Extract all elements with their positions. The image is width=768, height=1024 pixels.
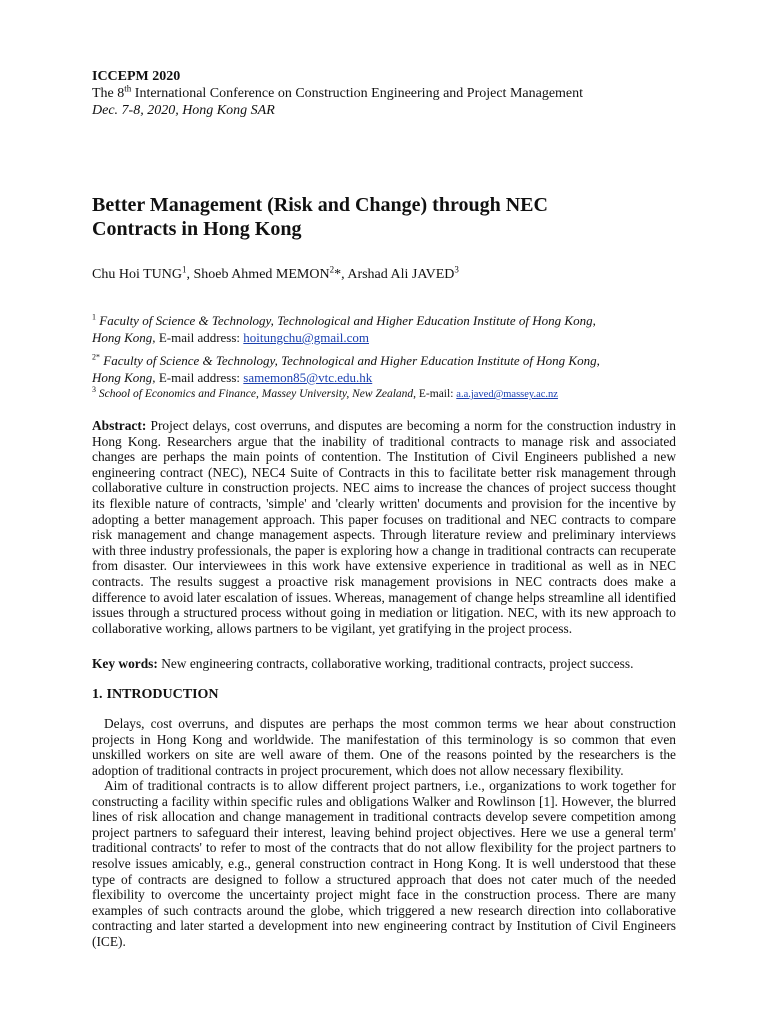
abstract-label: Abstract: bbox=[92, 418, 147, 433]
author-name: Arshad Ali JAVED bbox=[347, 267, 455, 282]
author-name: Chu Hoi TUNG bbox=[92, 267, 182, 282]
author-name: Shoeb Ahmed MEMON bbox=[193, 267, 330, 282]
abstract-text: Project delays, cost overruns, and disputes are becoming a norm for the construction industry in Hong Kong. Researchers argue that the inability of traditional contracts to manage risk and associated changes are perhaps the main points of contention. The Institution of Civil Engineers published a new engineering contract (NEC), NEC4 Suite of Contracts in this to facilitate better risk management through collaborative culture in construction projects. NEC aims to increase the chances of project success thought its flexible nature of contracts, 'simple' and 'clearly written' documents and provision for the incentive by adopting a better management approach. This paper focuses on traditional and NEC contracts to compare risk management and change management aspects. Through literature review and preliminary interviews with three industry professionals, the paper is exploring how a change in traditional contracts can recuperate from disaster. Our interviewees in this work have extensive experience in traditional as well as in NEC contracts. The results suggest a proactive risk management provisions in NEC contracts does make a difference to avoid later escalation of issues. Whereas, management of change helps streamline all identified issues through a structured process without going in mediation or litigation. NEC, with its new approach to collaborative working, allows partners to be vigilant, yet gratifying in the project process. bbox=[92, 418, 676, 636]
keywords-label: Key words: bbox=[92, 656, 158, 671]
paper-title bbox=[92, 193, 692, 241]
affiliation-location: Hong Kong, bbox=[92, 370, 156, 385]
conference-name: ICCEPM 2020 bbox=[92, 69, 181, 84]
conference-date: Dec. 7-8, 2020, Hong Kong SAR bbox=[92, 103, 275, 118]
affiliation-3 bbox=[92, 387, 682, 402]
conference-title-rest: International Conference on Construction Engineering and Project Management bbox=[131, 86, 584, 101]
affiliation-text: Faculty of Science & Technology, Technological and Higher Education Institute of Hong Kong, bbox=[100, 353, 600, 368]
email-label: E-mail address: bbox=[155, 330, 244, 345]
affiliation-location: Hong Kong, bbox=[92, 330, 156, 345]
author-separator: , bbox=[341, 267, 348, 282]
author-affil-sup: 2 bbox=[329, 264, 335, 275]
section-heading-introduction bbox=[92, 686, 219, 704]
paper-title-line-1: Better Management (Risk and Change) through NEC bbox=[92, 194, 548, 216]
author-affil-sup: 3 bbox=[454, 264, 459, 275]
body-paragraph: Delays, cost overruns, and disputes are perhaps the most common terms we hear about construction projects in Hong Kong and worldwide. The manifestation of this terminology is so common that even unskilled workers on site are well aware of them. One of the reasons pointed by the researchers is the adoption of traditional contracts in project procurement, which does not allow necessary flexibility. bbox=[92, 716, 676, 778]
author-list bbox=[92, 266, 692, 284]
affiliation-sup: 2* bbox=[92, 352, 100, 362]
corresponding-author-mark: * bbox=[334, 267, 342, 282]
affiliation-sup: 1 bbox=[92, 312, 96, 322]
email-link[interactable]: samemon85@vtc.edu.hk bbox=[243, 370, 373, 385]
email-link[interactable]: hoitungchu@gmail.com bbox=[243, 330, 369, 345]
conference-title bbox=[92, 85, 692, 102]
affiliation-1 bbox=[92, 312, 682, 346]
section-number: 1. bbox=[92, 687, 103, 702]
conference-header bbox=[92, 68, 692, 119]
author-affil-sup: 1 bbox=[181, 264, 187, 275]
paper-title-line-2: Contracts in Hong Kong bbox=[92, 218, 302, 240]
author-separator: , bbox=[186, 267, 194, 282]
affiliation-2 bbox=[92, 352, 682, 386]
email-link[interactable]: a.a.javed@massey.ac.nz bbox=[456, 389, 558, 400]
keywords bbox=[92, 656, 682, 672]
keywords-text: New engineering contracts, collaborative working, traditional contracts, project success. bbox=[157, 656, 634, 671]
abstract bbox=[92, 418, 676, 636]
body-paragraph: Aim of traditional contracts is to allow different project partners, i.e., organizations to work together for constructing a facility within specific rules and obligations Walker and Rowlinson [1]. However, the blurred lines of risk allocation and change management in traditional contracts develop severe competition among project partners to safeguard their interest, leaving behind project objectives. Here we use a general term' traditional contracts' to refer to most of the contracts that do not allow flexibility for the project partners to resolve issues amicably, e.g., general construction contract in Hong Kong. It is well understood that these type of contracts are designed to follow a structured approach that does not cater much of the needed flexibility to overcome the uncertainty project might face in the construction process. There are many examples of such contracts around the globe, which triggered a new research direction into collaborative contracting and later started a development into new engineering contract by Institution of Civil Engineers (ICE). bbox=[92, 778, 676, 949]
affiliation-sup: 3 bbox=[92, 385, 96, 395]
affiliation-text: Faculty of Science & Technology, Technological and Higher Education Institute of Hong Kong, bbox=[96, 313, 596, 328]
conference-title-ordinal: th bbox=[124, 83, 132, 94]
affiliation-text: School of Economics and Finance, Massey University, New Zealand bbox=[96, 388, 414, 400]
section-title: INTRODUCTION bbox=[106, 687, 219, 702]
email-label: , E-mail: bbox=[413, 388, 457, 400]
conference-title-prefix: The 8 bbox=[92, 86, 125, 101]
email-label: E-mail address: bbox=[155, 370, 244, 385]
